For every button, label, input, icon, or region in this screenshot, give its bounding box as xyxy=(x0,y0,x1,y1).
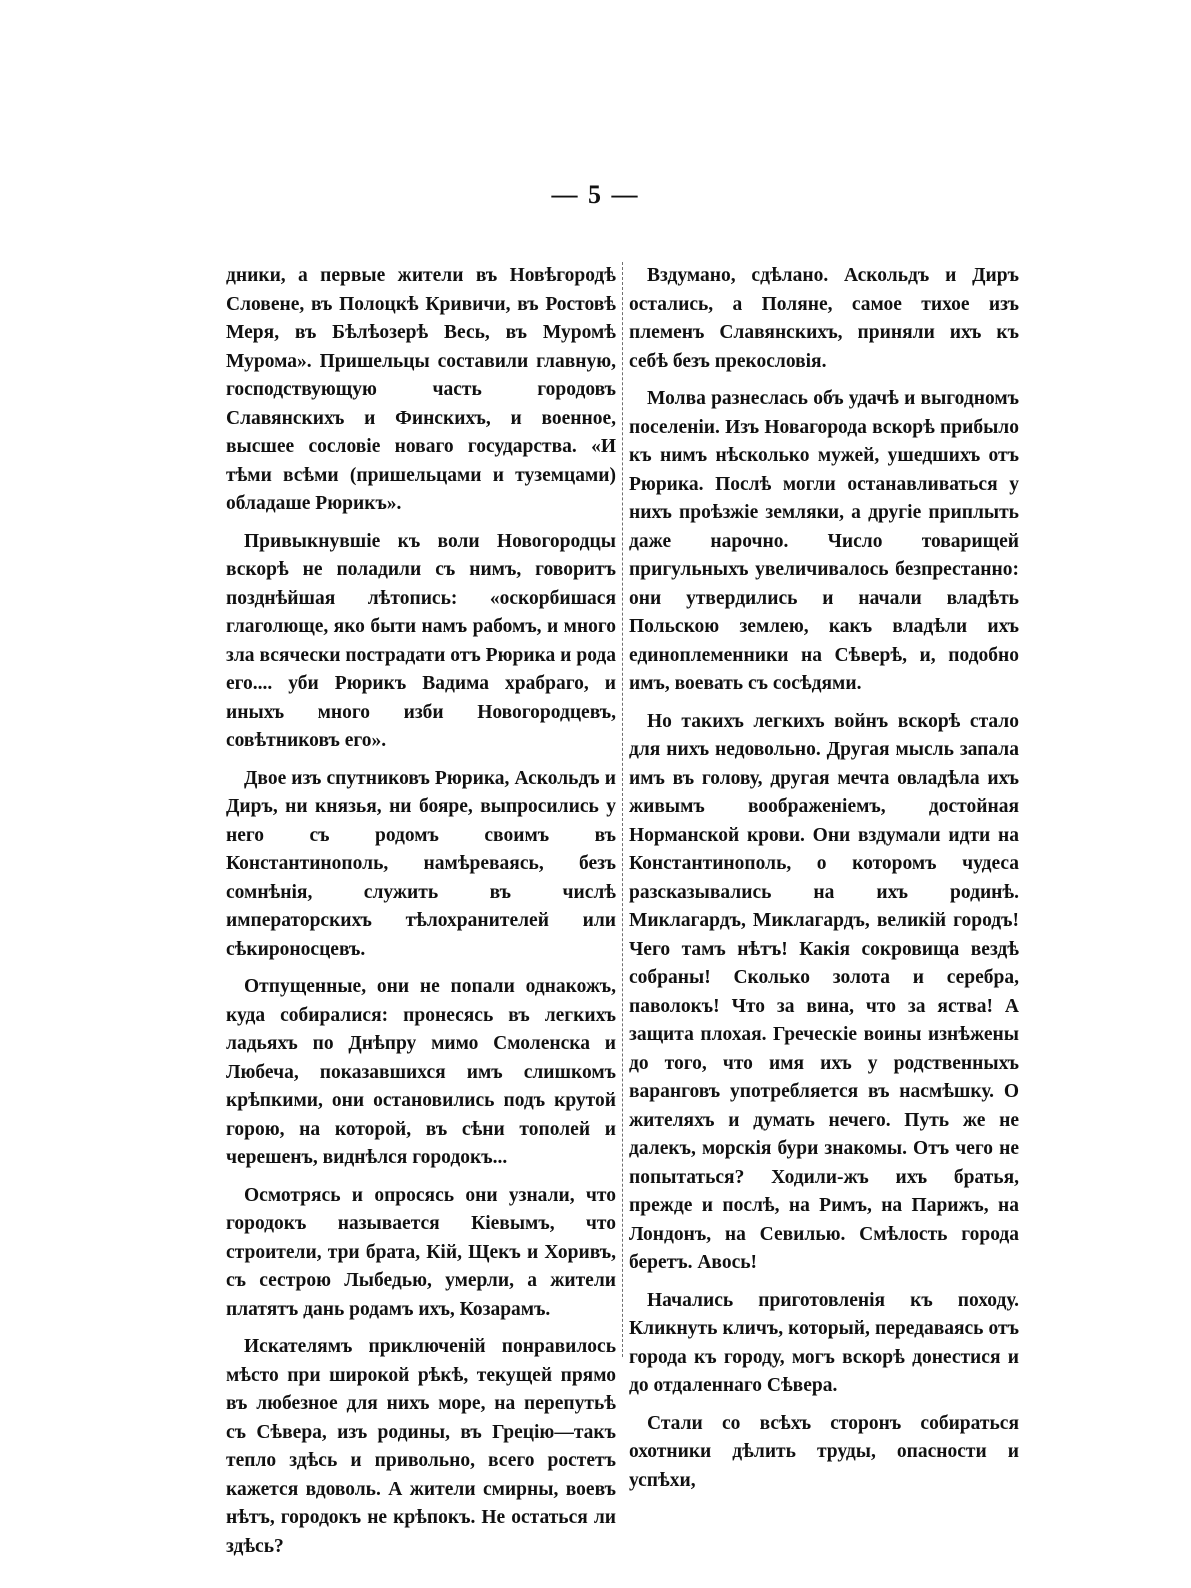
paragraph: Но такихъ легкихъ войнъ вскорѣ стало для нихъ недовольно. Другая мысль запала имъ въ голову, другая мечта овладѣла ихъ живымъ воображеніемъ, достойная Норманской крови. Они вздумали идти на Константинополь, о которомъ чудеса разсказывались на ихъ родинѣ. Миклагардъ, Миклагардъ, великій городъ! Чего тамъ нѣтъ! Какія сокровища вездѣ собраны! Сколько золота и серебра, паволокъ! Что за вина, что за яства! А защита плохая. Греческіе воины изнѣжены до того, что имя ихъ у родственныхъ варанговъ употребляется въ насмѣшку. О жителяхъ и думать нечего. Путь же не далекъ, морскія бури знакомы. Отъ чего не попытаться? Ходили-жъ ихъ братья, прежде и послѣ, на Римъ, на Парижъ, на Лондонъ, на Севилью. Смѣлость города беретъ. Авось! xyxy=(629,710,1019,1273)
paragraph: дники, а первые жители въ Новѣгородѣ Словене, въ Полоцкѣ Кривичи, въ Ростовѣ Меря, въ Бѣлѣозерѣ Весь, въ Муромѣ Мурома». Пришельцы составили главную, господствующую часть городовъ Славянскихъ и Финскихъ, и военное, высшее сословіе новаго государства. «И тѣми всѣми (пришельцами и туземцами) обладаше Рюрикъ». xyxy=(226,265,616,514)
paragraph: Вздумано, сдѣлано. Аскольдъ и Диръ остались, а Поляне, самое тихое изъ племенъ Славянскихъ, приняли ихъ къ себѣ безъ прекословія. xyxy=(629,265,1019,372)
paragraph: Отпущенные, они не попали однакожъ, куда собиралися: пронесясь въ легкихъ ладьяхъ по Днѣпру мимо Смоленска и Любеча, показавшихся имъ слишкомъ крѣпкими, они остановились подъ крутой горою, на которой, въ сѣни тополей и черешенъ, виднѣлся городокъ... xyxy=(226,976,616,1168)
paragraph: Искателямъ приключеній понравилось мѣсто при широкой рѣкѣ, текущей прямо въ любезное для нихъ море, на перепутьѣ съ Сѣвера, изъ родины, въ Грецію—такъ тепло здѣсь и привольно, всего ростетъ кажется вдоволь. А жители смирны, воевъ нѣтъ, городокъ не крѣпокъ. Не остаться ли здѣсь? xyxy=(226,1336,616,1557)
right-column xyxy=(629,262,1019,1504)
paragraph: Стали со всѣхъ сторонъ собираться охотники дѣлить труды, опасности и успѣхи, xyxy=(629,1412,1019,1491)
left-column xyxy=(226,262,616,1570)
paragraph: Молва разнеслась объ удачѣ и выгодномъ поселеніи. Изъ Новагорода вскорѣ прибыло къ нимъ нѣсколько мужей, ушедшихъ отъ Рюрика. Послѣ могли останавливаться у нихъ проѣзжіе земляки, а другіе приплыть даже нарочно. Число товарищей пригульныхъ увеличивалось безпрестанно: они утвердились и начали владѣть Польскою землею, какъ владѣли ихъ единоплеменники на Сѣверѣ, и, подобно имъ, воевать съ сосѣдями. xyxy=(629,388,1019,694)
paragraph: Двое изъ спутниковъ Рюрика, Аскольдъ и Диръ, ни князья, ни бояре, выпросились у него съ родомъ своимъ въ Константинополь, намѣреваясь, безъ сомнѣнія, служить въ числѣ императорскихъ тѣлохранителей или сѣкироносцевъ. xyxy=(226,767,616,960)
paragraph: Начались приготовленія къ походу. Кликнуть кличъ, который, передаваясь отъ города къ городу, могъ вскорѣ донестися и до отдаленнаго Сѣвера. xyxy=(629,1289,1019,1396)
paragraph: Осмотрясь и опросясь они узнали, что городокъ называется Кіевымъ, что строители, три брата, Кій, Щекъ и Хоривъ, съ сестрою Лыбедью, умерли, а жители платятъ дань родамъ ихъ, Козарамъ. xyxy=(226,1184,616,1320)
page-number: — 5 — xyxy=(551,180,640,209)
paragraph: Привыкнувшіе къ воли Новогородцы вскорѣ не поладили съ нимъ, говоритъ позднѣйшая лѣтопись: «оскорбишася глаголюще, яко быти намъ рабомъ, и много зла всячески пострадати отъ Рюрика и рода его.... уби Рюрикъ Вадима храбраго, и иныхъ много изби Новогородцевъ, совѣтниковъ его». xyxy=(226,530,616,751)
column-divider xyxy=(622,262,624,1357)
